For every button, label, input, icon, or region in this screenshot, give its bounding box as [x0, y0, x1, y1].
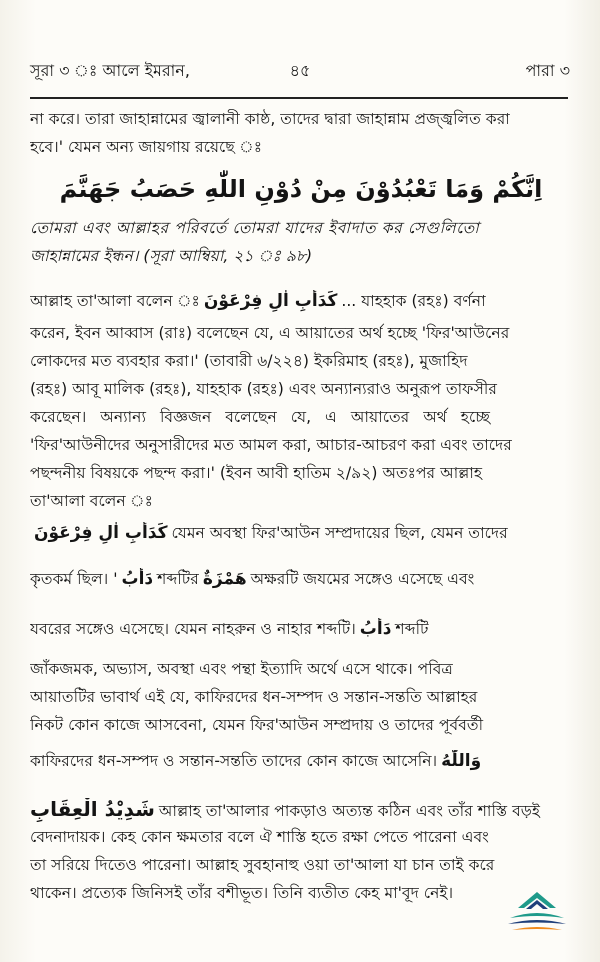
arabic-verse: اِنَّكُمْ وَمَا تَعْبُدُوْنَ مِنْ دُوْنِ اللّٰهِ حَصَبُ جَهَنَّمَ — [59, 175, 543, 203]
text-line: জাঁকজমক, অভ্যাস, অবস্থা এবং পন্থা ইত্যাদি অর্থে এসে থাকে। পবিত্র — [30, 660, 453, 678]
text-line: লোকদের মত ব্যবহার করা।' (তাবারী ৬/২২৪) ইকরিমাহ (রহঃ), মুজাহিদ — [30, 352, 468, 370]
arabic-inline: هَمْزَةٌ — [202, 569, 247, 589]
arabic-inline: كَدَأْبِ اٰلِ فِرْعَوْنَ — [34, 523, 168, 543]
text-line: নিকট কোন কাজে আসবেনা, যেমন ফির'আউন সম্প্রদায় ও তাদের পূর্ববর্তী — [30, 716, 484, 734]
text-line: আয়াতটির ভাবার্থ এই যে, কাফিরদের ধন-সম্পদ ও সন্তান-সন্ততি আল্লাহর — [30, 688, 478, 706]
text-line: পছন্দনীয় বিষয়কে পছন্দ করা।' (ইবন আবী হাতিম ২/৯২) অতঃপর আল্লাহ — [30, 464, 483, 482]
arabic-inline: دَأْبُ — [121, 569, 154, 589]
arabic-inline: دَأْبُ — [359, 619, 392, 639]
page-header — [30, 58, 570, 84]
text-line: তা'আলা বলেন ঃ — [30, 492, 153, 510]
arabic-inline: كَدَأْبِ اٰلِ فِرْعَوْنَ — [203, 291, 338, 311]
text-line: আল্লাহ তা'আলা বলেন ঃ كَدَأْبِ اٰلِ فِرْعَوْنَ ... যাহহাক (রহঃ) বর্ণনা — [30, 291, 486, 311]
arabic-inline: شَدِيْدُ الْعِقَابِ — [30, 798, 155, 821]
text-line: কাফিরদের ধন-সম্পদ ও সন্তান-সন্ততি তাদের কোন কাজে আসেনি। وَاللّٰهُ — [30, 750, 572, 772]
text-line: (রহঃ) আবূ মালিক (রহঃ), যাহহাক (রহঃ) এবং অন্যান্যরাও অনুরূপ তাফসীর — [30, 380, 497, 398]
text-line: কৃতকর্ম ছিল। ' دَأْبُ শব্দটির هَمْزَةٌ অক্ষরটি জযমের সঙ্গেও এসেছে এবং — [30, 569, 475, 589]
arabic-inline: وَاللّٰهُ — [441, 751, 482, 771]
para-number: পারা ৩ — [525, 61, 570, 80]
translation-line: জাহান্নামের ইন্ধন। (সূরা আম্বিয়া, ২১ ঃ ৯৮) — [30, 247, 313, 265]
page-number: ৪৫ — [289, 61, 311, 80]
header-rule — [30, 97, 568, 99]
text-line: যবরের সঙ্গেও এসেছে। যেমন নাহরুন ও নাহার শব্দটি। دَأْبُ শব্দটি — [30, 619, 429, 639]
surah-title: সূরা ৩ ঃ আলে ইমরান, — [30, 61, 190, 80]
logo-book-bottom-shape — [512, 927, 562, 930]
text-line: বেদনাদায়ক। কেহ কোন ক্ষমতার বলে ঐ শাস্তি হতে রক্ষা পেতে পারেনা এবং — [30, 828, 489, 846]
logo-book-middle-shape — [508, 920, 566, 924]
text-line: করেন, ইবন আব্বাস (রাঃ) বলেছেন যে, এ আয়াতের অর্থ হচ্ছে 'ফির'আউনের — [30, 324, 510, 342]
text-line: كَدَأْبِ اٰلِ فِرْعَوْنَ যেমন অবস্থা ফির'আউন সম্প্রদায়ের ছিল, যেমন তাদের — [30, 522, 572, 544]
text-line: তা সরিয়ে দিতেও পারেনা। আল্লাহ সুবহানাহু ওয়া তা'আলা যা চান তাই করে — [30, 856, 495, 874]
text-line: شَدِيْدُ الْعِقَابِ আল্লাহ তা'আলার পাকড়াও অত্যন্ত কঠিন এবং তাঁর শাস্তি বড়ই — [30, 798, 541, 821]
text-line: হবে।' যেমন অন্য জায়গায় রয়েছে ঃ — [30, 138, 263, 156]
text-line: 'ফির'আউনীদের অনুসারীদের মত আমল করা, আচার-আচরণ করা এবং তাদের — [30, 436, 512, 454]
text-line: না করে। তারা জাহান্নামের জ্বালানী কাষ্ঠ, তাদের দ্বারা জাহান্নাম প্রজ্জ্বলিত করা — [30, 110, 510, 128]
logo-book-top-shape — [510, 913, 564, 918]
publisher-logo-icon — [504, 888, 570, 940]
text-line: থাকেন। প্রত্যেক জিনিসই তাঁর বশীভূত। তিনি ব্যতীত কেহ মা'বূদ নেই। — [30, 884, 454, 902]
translation-line: তোমরা এবং আল্লাহর পরিবর্তে তোমরা যাদের ইবাদাত কর সেগুলিতো — [30, 219, 480, 237]
text-line: করেছেন। অন্যান্য বিজ্ঞজন বলেছেন যে, এ আয়াতের অর্থ হচ্ছে — [30, 408, 490, 426]
